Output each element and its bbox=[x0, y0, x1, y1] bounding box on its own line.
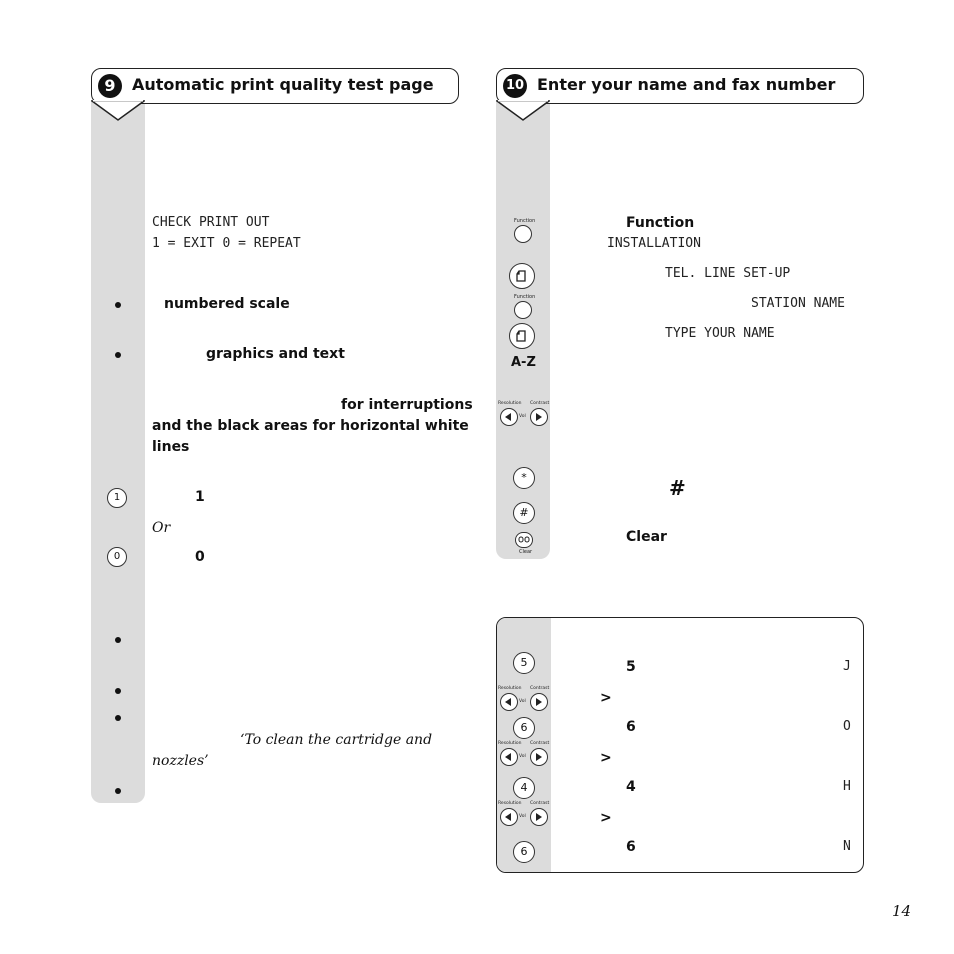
bullet bbox=[115, 637, 121, 643]
bullet bbox=[115, 688, 121, 694]
arrow-symbol: > bbox=[600, 750, 612, 766]
cleaning-reference-2: nozzles’ bbox=[152, 753, 209, 769]
arrow-symbol: > bbox=[600, 690, 612, 706]
bullet bbox=[115, 788, 121, 794]
letter-h: H bbox=[843, 779, 851, 794]
lcd-type-name: TYPE YOUR NAME bbox=[665, 326, 775, 341]
section-9-header bbox=[91, 68, 459, 104]
step-number-badge: 9 bbox=[98, 74, 122, 98]
digit-4: 4 bbox=[626, 779, 636, 795]
bullet-text: numbered scale bbox=[164, 296, 290, 312]
para-text: for interruptions bbox=[341, 397, 473, 413]
key-0-text: 0 bbox=[195, 549, 205, 565]
digit-6: 6 bbox=[626, 839, 636, 855]
key-5-icon: 5 bbox=[513, 652, 535, 674]
letter-j: J bbox=[843, 659, 851, 674]
digit-6: 6 bbox=[626, 719, 636, 735]
star-key-icon: * bbox=[513, 467, 535, 489]
arrow-symbol: > bbox=[600, 810, 612, 826]
clear-key-icon bbox=[515, 532, 533, 548]
key-1-icon: 1 bbox=[107, 488, 127, 508]
letter-o: O bbox=[843, 719, 851, 734]
lcd-line-setup: TEL. LINE SET-UP bbox=[665, 266, 791, 281]
right-arrow-icon bbox=[530, 408, 548, 426]
bullet bbox=[115, 715, 121, 721]
section-title: Automatic print quality test page bbox=[132, 75, 434, 94]
lcd-installation: INSTALLATION bbox=[607, 236, 701, 251]
function-key-icon bbox=[514, 301, 532, 319]
section-title: Enter your name and fax number bbox=[537, 75, 836, 94]
clear-label: Clear bbox=[626, 529, 667, 545]
example-box bbox=[496, 617, 864, 873]
key-4-icon: 4 bbox=[513, 777, 535, 799]
header-pointer bbox=[91, 100, 145, 124]
bullet bbox=[115, 302, 121, 308]
bullet bbox=[115, 352, 121, 358]
function-label: Function bbox=[626, 215, 695, 231]
left-arrow-icon bbox=[500, 808, 518, 826]
menu-page-icon bbox=[509, 263, 535, 289]
section-10-header bbox=[496, 68, 864, 104]
key-1-text: 1 bbox=[195, 489, 205, 505]
right-arrow-icon bbox=[530, 808, 548, 826]
key-6-icon: 6 bbox=[513, 841, 535, 863]
para-text: lines bbox=[152, 439, 190, 455]
or-text: Or bbox=[152, 520, 171, 536]
step-number-badge: 10 bbox=[503, 74, 527, 98]
left-arrow-icon bbox=[500, 693, 518, 711]
resolution-contrast-keys: Resolution Contrast Vol bbox=[498, 741, 550, 765]
clear-key-caption: Clear bbox=[519, 549, 533, 555]
cleaning-reference: ‘To clean the cartridge and bbox=[240, 732, 433, 748]
resolution-contrast-keys: Resolution Contrast Vol bbox=[498, 686, 550, 710]
left-arrow-icon bbox=[500, 748, 518, 766]
hash-symbol: # bbox=[669, 476, 686, 500]
right-arrow-icon bbox=[530, 748, 548, 766]
left-arrow-icon bbox=[500, 408, 518, 426]
digit-5: 5 bbox=[626, 659, 636, 675]
para-text: and the black areas for horizontal white bbox=[152, 418, 469, 434]
header-pointer bbox=[496, 100, 550, 124]
function-key-caption: Function bbox=[514, 218, 536, 224]
menu-page-icon bbox=[509, 323, 535, 349]
hash-key-icon: # bbox=[513, 502, 535, 524]
right-arrow-icon bbox=[530, 693, 548, 711]
key-0-icon: 0 bbox=[107, 547, 127, 567]
lcd-line-2: 1 = EXIT 0 = REPEAT bbox=[152, 236, 301, 251]
page-number: 14 bbox=[892, 902, 912, 920]
az-label: A-Z bbox=[511, 355, 536, 370]
resolution-contrast-keys: Resolution Contrast Vol bbox=[498, 401, 550, 425]
function-key-caption: Function bbox=[514, 294, 536, 300]
lcd-line-1: CHECK PRINT OUT bbox=[152, 215, 270, 230]
key-6-icon: 6 bbox=[513, 717, 535, 739]
letter-n: N bbox=[843, 839, 851, 854]
left-grey-strip bbox=[91, 100, 145, 803]
resolution-contrast-keys: Resolution Contrast Vol bbox=[498, 801, 550, 825]
lcd-station-name: STATION NAME bbox=[751, 296, 845, 311]
bullet-text: graphics and text bbox=[206, 346, 345, 362]
function-key-icon bbox=[514, 225, 532, 243]
